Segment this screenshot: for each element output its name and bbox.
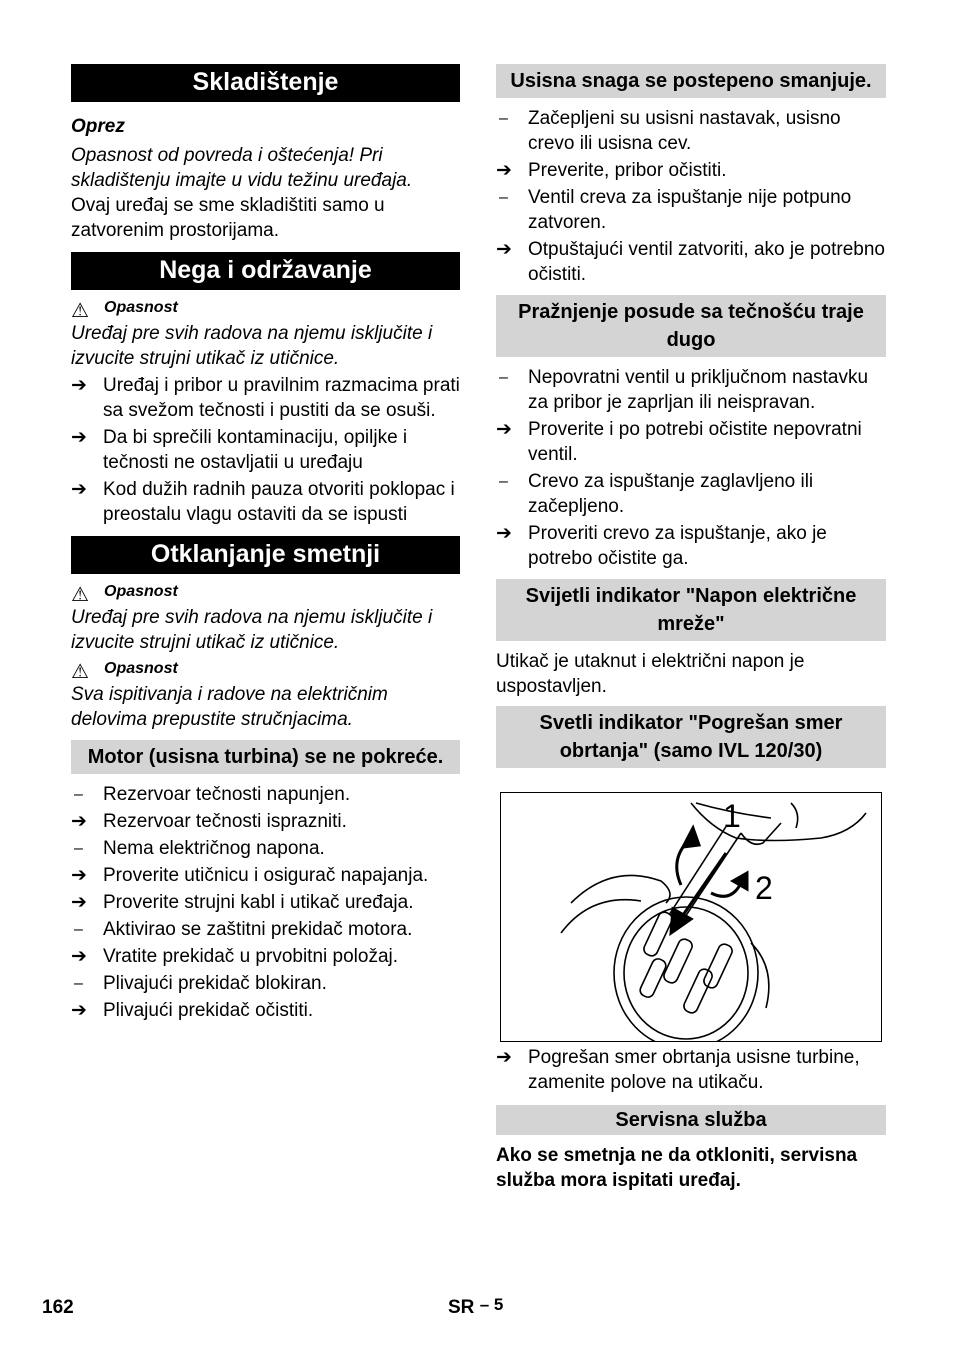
dash-icon: – [74, 975, 83, 992]
heading-servis: Servisna služba [496, 1105, 886, 1135]
arrow-icon: ➔ [71, 1000, 87, 1021]
page-number: 162 [42, 1297, 74, 1318]
svijetli-text: Utikač je utaknut i električni napon je uspostavljen. [496, 651, 805, 697]
plug-illustration [501, 793, 881, 1041]
list-item: – Začepljeni su usisni nastavak, usisno crevo ili usisna cev. [499, 108, 841, 154]
list-item: ➔ Pogrešan smer obrtanja usisne turbine, zamenite polove na utikaču. [496, 1047, 860, 1093]
dash-icon: – [74, 921, 83, 938]
list-item: ➔ Vratite prekidač u prvobitni položaj. [71, 946, 399, 967]
danger-note-nega: ⚠ Opasnost [71, 299, 178, 322]
motor-list [71, 782, 460, 1023]
usisna-list [496, 106, 886, 287]
warning-icon: ⚠ [71, 584, 89, 606]
heading-nega: Nega i održavanje [71, 252, 460, 290]
list-item: ➔ Kod dužih radnih pauza otvoriti poklopac i preostalu vlagu ostaviti da se ispusti [71, 479, 455, 525]
arrow-icon: ➔ [71, 427, 87, 448]
arrow-icon: ➔ [71, 811, 87, 832]
caution-text: Opasnost od povreda i oštećenja! Pri skladištenju imajte u vidu težinu uređaja. [71, 145, 413, 191]
heading-svijetli: Svijetli indikator "Napon električne mreže" [496, 579, 886, 641]
list-item: ➔ Rezervoar tečnosti isprazniti. [71, 811, 347, 832]
list-item: ➔ Da bi sprečili kontaminaciju, opiljke i tečnosti ne ostavljatii u uređaju [71, 427, 408, 473]
right-column [496, 64, 886, 1193]
list-item: – Ventil creva za ispuštanje nije potpuno zatvoren. [499, 187, 852, 233]
danger-note-2: ⚠ Opasnost [71, 660, 178, 683]
arrow-icon: ➔ [71, 375, 87, 396]
figure-label-2: 2 [755, 870, 773, 906]
arrow-icon: ➔ [496, 160, 512, 181]
arrow-icon: ➔ [71, 865, 87, 886]
footer-lang: SR – 5 [448, 1295, 504, 1318]
list-item: ➔ Proverite utičnicu i osigurač napajanja. [71, 865, 429, 886]
list-item: ➔ Proverite strujni kabl i utikač uređaja. [71, 892, 414, 913]
arrow-icon: ➔ [496, 419, 512, 440]
arrow-icon: ➔ [496, 239, 512, 260]
storage-text: Ovaj uređaj se sme skladištiti samo u zatvorenim prostorijama. [71, 195, 385, 241]
list-item: – Rezervoar tečnosti napunjen. [74, 784, 351, 805]
danger-text-1: Uređaj pre svih radova na njemu isključite i izvucite strujni utikač iz utičnice. [71, 607, 433, 653]
list-item: – Nema električnog napona. [74, 838, 325, 859]
heading-otklanjanje: Otklanjanje smetnji [71, 536, 460, 574]
praznjenje-list [496, 365, 886, 571]
arrow-icon: ➔ [71, 946, 87, 967]
dash-icon: – [74, 840, 83, 857]
heading-motor: Motor (usisna turbina) se ne pokreće. [71, 740, 460, 774]
heading-praznjenje: Pražnjenje posude sa tečnošću traje dugo [496, 295, 886, 357]
list-item: – Plivajući prekidač blokiran. [74, 973, 327, 994]
plug-figure [500, 792, 882, 1042]
dash-icon: – [499, 189, 508, 206]
danger-text-2: Sva ispitivanja i radove na električnim delovima prepustite stručnjacima. [71, 684, 388, 730]
danger-note-1: ⚠ Opasnost [71, 583, 178, 606]
warning-icon: ⚠ [71, 300, 89, 322]
list-item: ➔ Proverite i po potrebi očistite nepovratni ventil. [496, 419, 862, 465]
list-item: ➔ Preverite, pribor očistiti. [496, 160, 727, 181]
list-item: ➔ Plivajući prekidač očistiti. [71, 1000, 314, 1021]
heading-usisna: Usisna snaga se postepeno smanjuje. [496, 64, 886, 98]
heading-svetli: Svetli indikator "Pogrešan smer obrtanja" (samo IVL 120/30) [496, 706, 886, 768]
dash-icon: – [74, 786, 83, 803]
list-item: – Nepovratni ventil u priključnom nastavku za pribor je zaprljan ili neispravan. [499, 367, 869, 413]
figure-label-1: 1 [723, 798, 741, 834]
warning-icon: ⚠ [71, 661, 89, 683]
list-item: ➔ Otpuštajući ventil zatvoriti, ako je potrebno očistiti. [496, 239, 885, 285]
list-item: – Aktivirao se zaštitni prekidač motora. [74, 919, 413, 940]
caution-label: Oprez [71, 116, 125, 137]
heading-skladistenje: Skladištenje [71, 64, 460, 102]
arrow-icon: ➔ [496, 523, 512, 544]
danger-text-nega: Uređaj pre svih radova na njemu isključite i izvucite strujni utikač iz utičnice. [71, 323, 433, 369]
list-item: – Crevo za ispuštanje zaglavljeno ili začepljeno. [499, 471, 814, 517]
servis-text: Ako se smetnja ne da otkloniti, servisna služba mora ispitati uređaj. [496, 1145, 858, 1191]
left-column [71, 64, 460, 1025]
arrow-icon: ➔ [71, 892, 87, 913]
dash-icon: – [499, 369, 508, 386]
list-item: ➔ Uređaj i pribor u pravilnim razmacima prati sa svežom tečnosti i pustiti da se osuši. [71, 375, 460, 421]
arrow-icon: ➔ [496, 1047, 512, 1068]
dash-icon: – [499, 110, 508, 127]
list-item: ➔ Proveriti crevo za ispuštanje, ako je potrebo očistite ga. [496, 523, 827, 569]
dash-icon: – [499, 473, 508, 490]
arrow-icon: ➔ [71, 479, 87, 500]
